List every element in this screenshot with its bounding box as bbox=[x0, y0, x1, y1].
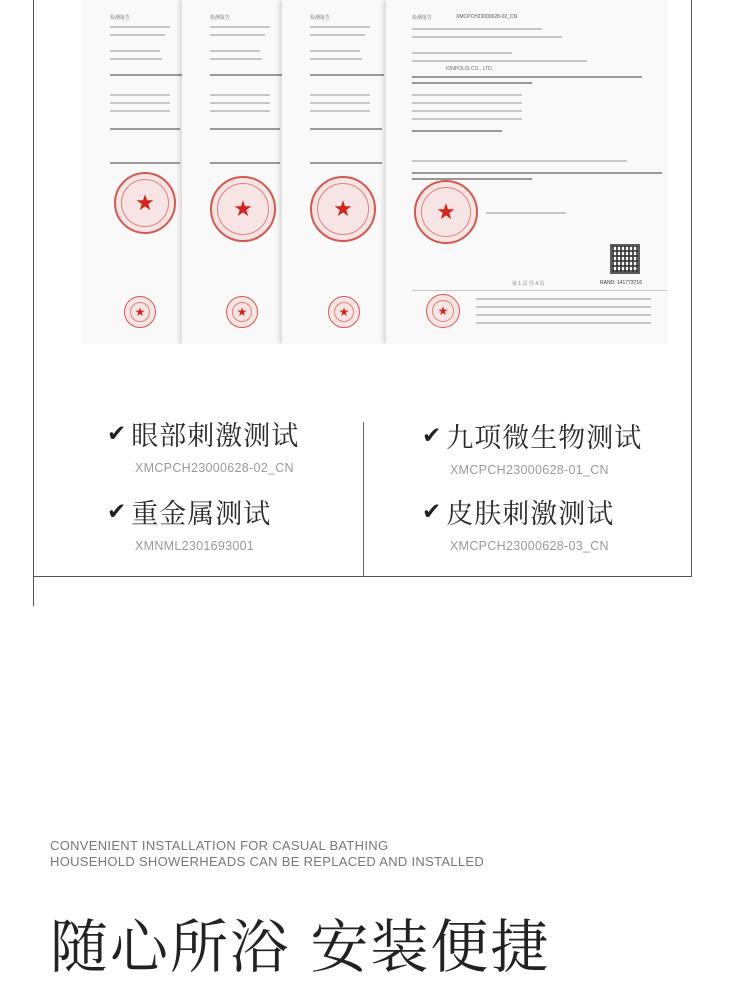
cert-header: 检测报告 bbox=[110, 15, 131, 21]
seal-icon: ★ bbox=[426, 294, 460, 328]
install-english-line-1: CONVENIENT INSTALLATION FOR CASUAL BATHING bbox=[50, 838, 389, 853]
seal-icon: ★ bbox=[310, 176, 376, 242]
test-code: XMCPCH23000628-01_CN bbox=[450, 463, 609, 477]
cert-header: 检测报告 bbox=[412, 15, 433, 21]
seal-icon: ★ bbox=[328, 296, 360, 328]
certificate-strip bbox=[82, 0, 668, 344]
test-code: XMCPCH23000628-03_CN bbox=[450, 539, 609, 553]
cert-report-number: XMCPCH23000628-02_CN bbox=[456, 14, 518, 20]
cert-header: 检测报告 bbox=[310, 15, 331, 21]
check-icon: ✔ bbox=[107, 498, 128, 524]
test-code: XMCPCH23000628-02_CN bbox=[135, 461, 294, 475]
cert-page-number: 第 1 页 共 4 页 bbox=[512, 281, 545, 287]
check-icon: ✔ bbox=[422, 422, 443, 448]
test-item-microbe bbox=[422, 416, 642, 477]
center-divider bbox=[363, 422, 364, 576]
certificate-page-1 bbox=[82, 0, 182, 344]
frame-right-line bbox=[691, 0, 692, 576]
frame-left-line bbox=[33, 0, 34, 606]
check-icon: ✔ bbox=[107, 420, 128, 446]
check-icon: ✔ bbox=[422, 498, 443, 524]
certificate-page-2 bbox=[182, 0, 282, 344]
qr-code-icon bbox=[610, 244, 640, 274]
test-title: 皮肤刺激测试 bbox=[446, 499, 615, 529]
cert-ref: RAND: 141773716 bbox=[600, 280, 642, 286]
certificate-page-4 bbox=[386, 0, 668, 344]
seal-icon: ★ bbox=[210, 176, 276, 242]
frame-bottom-line bbox=[33, 576, 692, 577]
cert-client: IONPOLIS CO., LTD. bbox=[446, 66, 494, 72]
cert-header: 检测报告 bbox=[210, 15, 231, 21]
test-item-eye bbox=[107, 414, 299, 475]
test-item-skin bbox=[422, 492, 614, 553]
install-title: 随心所浴 安装便捷 bbox=[50, 913, 551, 981]
test-title: 九项微生物测试 bbox=[446, 423, 643, 453]
test-title: 眼部刺激测试 bbox=[131, 421, 300, 451]
test-title: 重金属测试 bbox=[131, 499, 272, 529]
seal-icon: ★ bbox=[414, 180, 478, 244]
seal-icon: ★ bbox=[114, 172, 176, 234]
certificate-page-3 bbox=[282, 0, 386, 344]
test-item-heavy-metal bbox=[107, 492, 271, 553]
seal-icon: ★ bbox=[124, 296, 156, 328]
seal-icon: ★ bbox=[226, 296, 258, 328]
install-english-line-2: HOUSEHOLD SHOWERHEADS CAN BE REPLACED AND INSTALLED bbox=[50, 854, 485, 869]
test-code: XMNML2301693001 bbox=[135, 539, 255, 553]
